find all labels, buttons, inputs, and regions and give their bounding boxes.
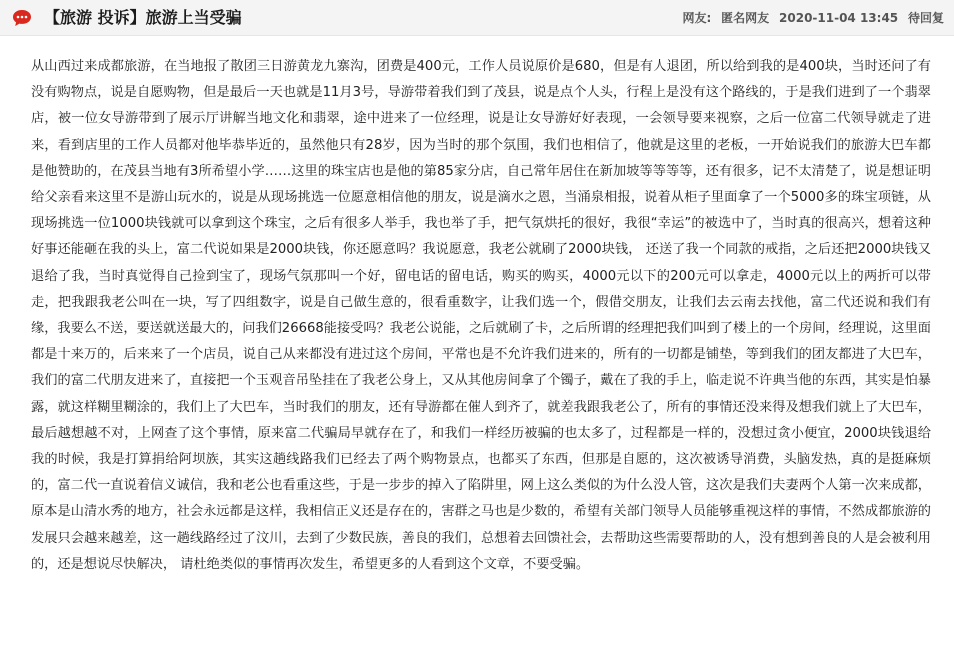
- author-label: 网友:: [682, 11, 712, 25]
- author-name: 匿名网友: [721, 11, 770, 25]
- speech-bubble-icon: [12, 8, 32, 28]
- post-meta: [683, 9, 944, 27]
- post-timestamp: 2020-11-04 13:45: [779, 11, 899, 25]
- reply-status-badge: 待回复: [907, 11, 944, 25]
- post-title: 【旅游 投诉】旅游上当受骗: [44, 8, 242, 27]
- post-body: 从山西过来成都旅游，在当地报了散团三日游黄龙九寨沟，团费是400元，工作人员说原价是680，但是有人退团，所以给到我的是400块，当时还问了有没有购物点，说是自愿购物，但是最后一天也就是11月3号，导游带着我们到了茂县，说是点个人头，行程上是没有这个路线的，于是我们进到了一个翡翠店，被一位女导游带到了展示厅讲解当地文化和翡翠，途中进来了一位经理，说是让女导游好好表现，一会领导要来视察，之后一位富二代领导就走了进来，看到店里的工作人员都对他毕恭毕近的，虽然他只有28岁，因为当时的那个氛围，我们也相信了，他就是这里的老板，一开始说我们的旅游大巴车都是他赞助的，在茂县当地有3所希望小学……这里的珠宝店也是他的第85家分店，自己常年居住在新加坡等等等等，还有很多，记不太清楚了，说是想证明给父亲看来这里不是游山玩水的，说是从现场挑选一位愿意相信他的朋友，说是滴水之恩，当涌泉相报，说着从柜子里面拿了一个5000多的珠宝项链，从现场挑选一位1000块钱就可以拿到这个珠宝，之后有很多人举手，我也举了手，把气氛烘托的很好，我很“幸运”的被选中了，当时真的很高兴，想着这种好事还能砸在我的头上，富二代说如果是2000块钱，你还愿意吗？我说愿意，我老公就刷了2000块钱， 还送了我一个同款的戒指，之后还把2000块钱又退给了我，当时真觉得自己捡到宝了，现场气氛那叫一个好，留电话的留电话，购买的购买，4000元以下的200元可以拿走，4000元以上的两折可以带走，把我跟我老公叫在一块，写了四组数字，说是自己做生意的，很看重数字，让我们选一个，假借交朋友，让我们去云南去找他，富二代还说和我们有缘，我要么不送，要送就送最大的，问我们26668能接受吗？我老公说能，之后就刷了卡，之后所谓的经理把我们叫到了楼上的一个房间，经理说，这里面都是十来万的，后来来了一个店员，说自己从来都没有进过这个房间，平常也是不允许我们进来的，所有的一切都是铺垫，等到我们的团友都进了大巴车，我们的富二代朋友进来了，直接把一个玉观音吊坠挂在了我老公身上，又从其他房间拿了个镯子，戴在了我的手上，临走说不许典当他的东西，其实是怕暴露，就这样糊里糊涂的，我们上了大巴车，当时我们的朋友，还有导游都在催人到齐了，就差我跟我老公了，所有的事情还没来得及想我们就上了大巴车，最后越想越不对，上网查了这个事情，原来富二代骗局早就存在了，和我们一样经历被骗的也太多了，过程都是一样的，没想过贪小便宜，2000块钱退给我的时候，我是打算捐给阿坝族，其实这趟线路我们已经去了两个购物景点，也都买了东西，但那是自愿的，这次被诱导消费，头脑发热，真的是挺麻烦的，富二代一直说着信义诚信，我和老公也看重这些，于是一步步的掉入了陷阱里，网上这么类似的为什么没人管，这次是我们夫妻两个人第一次来成都，原本是山清水秀的地方，社会永远都是这样，我相信正义还是存在的，害群之马也是少数的，希望有关部门领导人员能够重视这样的事情，不然成都旅游的发展只会越来越差，这一趟线路经过了汶川，去到了少数民族，善良的我们，总想着去回馈社会，去帮助这些需要帮助的人，没有想到善良的人是会被利用的，还是想说尽快解决， 请杜绝类似的事情再次发生，希望更多的人看到这个文章，不要受骗。: [31, 59, 931, 572]
- post-header: [0, 0, 954, 36]
